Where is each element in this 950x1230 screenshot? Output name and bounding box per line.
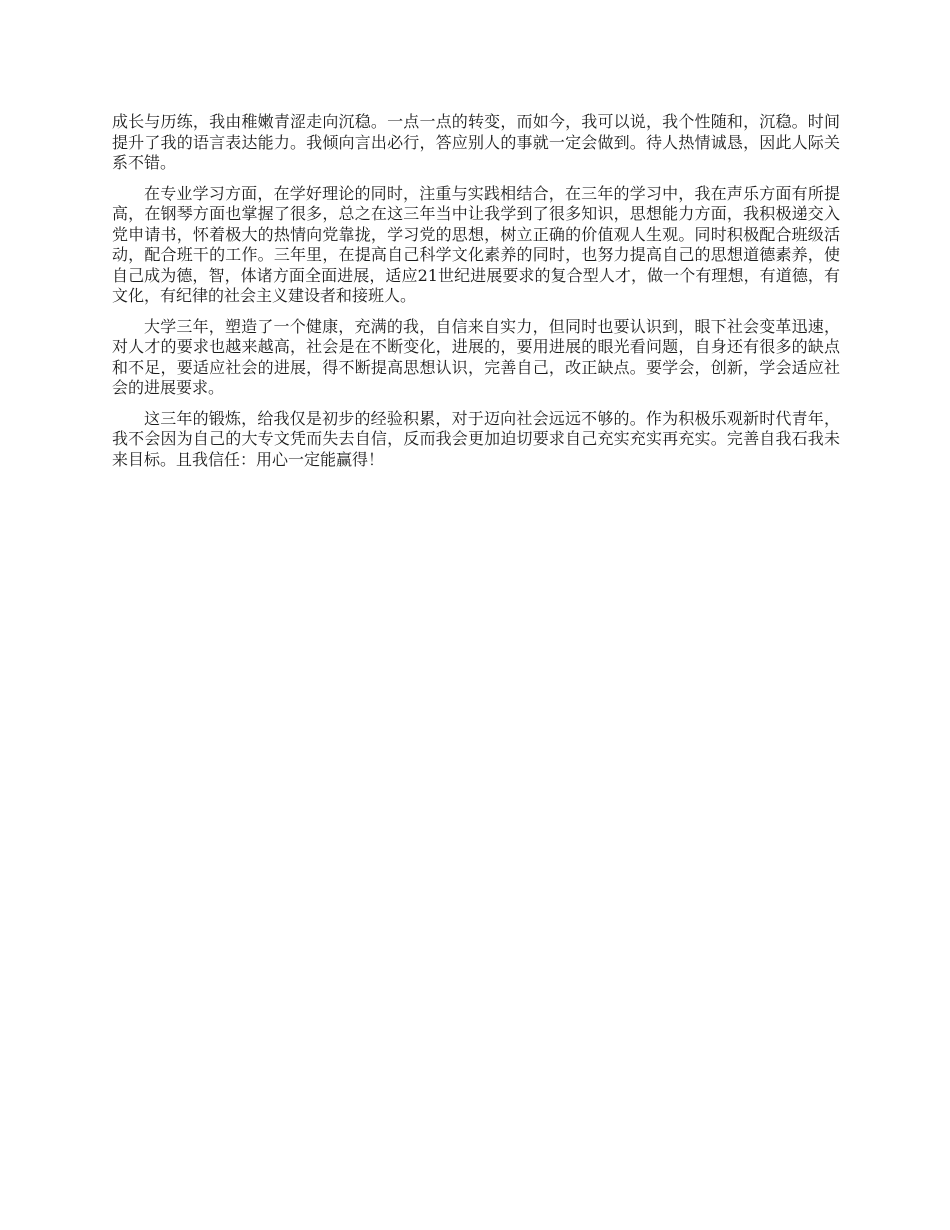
paragraph-2: 在专业学习方面，在学好理论的同时，注重与实践相结合，在三年的学习中，我在声乐方面有所提高，在钢琴方面也掌握了很多，总之在这三年当中让我学到了很多知识，思想能力方面，我积极递交入党申请书，怀着极大的热情向党靠拢，学习党的思想，树立正确的价值观人生观。同时积极配合班级活动，配合班干的工作。三年里，在提高自己科学文化素养的同时，也努力提高自己的思想道德素养，使自己成为德，智，体诸方面全面进展，适应21世纪进展要求的复合型人才，做一个有理想，有道德，有文化，有纪律的社会主义建设者和接班人。 <box>112 183 840 305</box>
paragraph-1: 成长与历练，我由稚嫩青涩走向沉稳。一点一点的转变，而如今，我可以说，我个性随和，沉稳。时间提升了我的语言表达能力。我倾向言出必行，答应别人的事就一定会做到。待人热情诚恳，因此人际关系不错。 <box>112 112 840 172</box>
paragraph-3: 大学三年，塑造了一个健康，充满的我，自信来自实力，但同时也要认识到，眼下社会变革迅速，对人才的要求也越来越高，社会是在不断变化，进展的，要用进展的眼光看问题，自身还有很多的缺点和不足，要适应社会的进展，得不断提高思想认识，完善自己，改正缺点。要学会，创新，学会适应社会的进展要求。 <box>112 316 840 397</box>
paragraph-4: 这三年的锻炼，给我仅是初步的经验积累，对于迈向社会远远不够的。作为积极乐观新时代青年，我不会因为自己的大专文凭而失去自信，反而我会更加迫切要求自己充实充实再充实。完善自我石我未来目标。且我信任：用心一定能赢得！ <box>112 408 840 469</box>
document-body <box>112 112 840 480</box>
